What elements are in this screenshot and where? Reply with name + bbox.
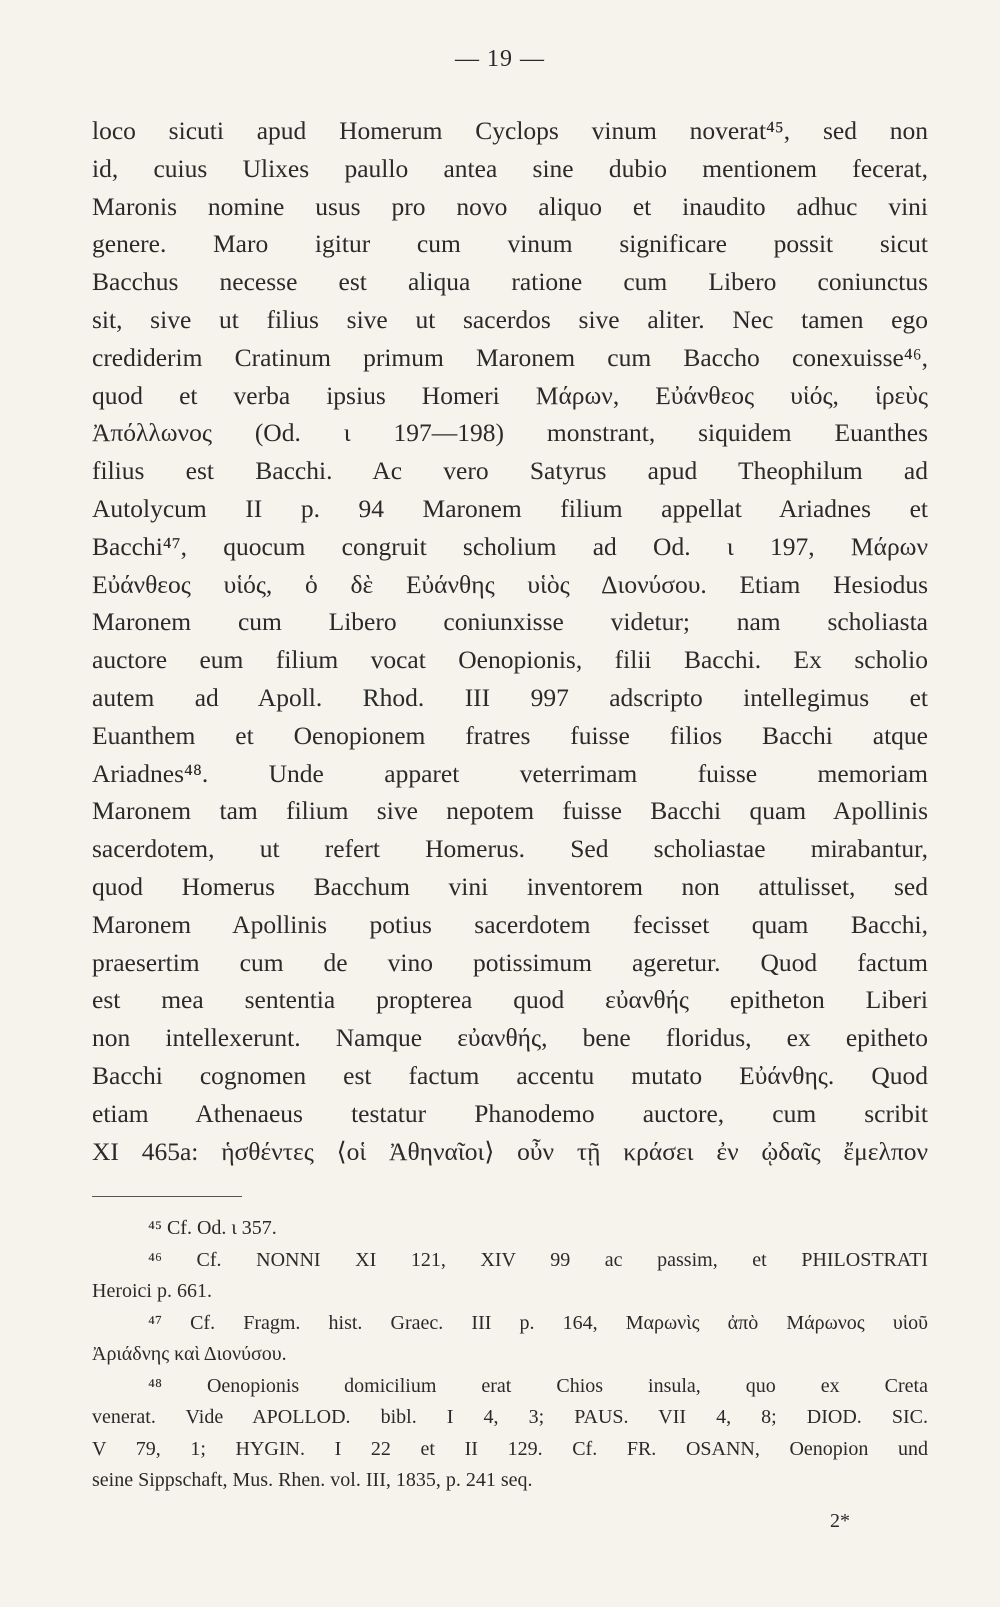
signature-mark: 2* [830, 1510, 850, 1532]
body-line: Autolycum II p. 94 Maronem filium appellat Ariadnes et [92, 493, 928, 523]
footnote-line: V 79, 1; HYGIN. I 22 et II 129. Cf. FR. OSANN, Oenopion und [92, 1437, 928, 1460]
footnote-line: ⁴⁵ Cf. Od. ι 357. [148, 1217, 277, 1239]
footnote-line: Heroici p. 661. [92, 1280, 212, 1302]
body-line: genere. Maro igitur cum vinum significare possit sicut [92, 229, 928, 259]
body-line: sacerdotem, ut refert Homerus. Sed scholiastae mirabantur, [92, 834, 928, 864]
body-line: Maronis nomine usus pro novo aliquo et inaudito adhuc vini [92, 191, 928, 221]
body-line: Maronem tam filium sive nepotem fuisse Bacchi quam Apollinis [92, 796, 928, 826]
footnote-line: ⁴⁶ Cf. NONNI XI 121, XIV 99 ac passim, et PHILOSTRATI [148, 1248, 928, 1271]
body-line: Euanthem et Oenopionem fratres fuisse filios Bacchi atque [92, 720, 928, 750]
body-text [92, 112, 928, 1170]
body-line: est mea sententia propterea quod εὐανθής epitheton Liberi [92, 985, 928, 1015]
body-line: quod et verba ipsius Homeri Μάρων, Εὐάνθεος υἱός, ἱρεὺς [92, 380, 928, 410]
footnote-line: ⁴⁷ Cf. Fragm. hist. Graec. III p. 164, Μαρωνὶς ἀπὸ Μάρωνος υἱοῦ [148, 1311, 928, 1334]
body-line: Εὐάνθεος υἱός, ὁ δὲ Εὐάνθης υἱὸς Διονύσου. Etiam Hesiodus [92, 569, 928, 599]
body-line: Bacchi cognomen est factum accentu mutato Εὐάνθης. Quod [92, 1060, 928, 1090]
footnote-line: seine Sippschaft, Mus. Rhen. vol. III, 1835, p. 241 seq. [92, 1469, 533, 1491]
body-line: crediderim Cratinum primum Maronem cum Baccho conexuisse⁴⁶, [92, 342, 928, 372]
page-number: — 19 — [455, 46, 545, 72]
body-line: loco sicuti apud Homerum Cyclops vinum noverat⁴⁵, sed non [92, 116, 928, 145]
body-line: Maronem cum Libero coniunxisse videtur; nam scholiasta [92, 607, 928, 637]
body-line: etiam Athenaeus testatur Phanodemo auctore, cum scribit [92, 1098, 928, 1128]
body-line: quod Homerus Bacchum vini inventorem non attulisset, sed [92, 871, 928, 901]
body-line: Bacchi⁴⁷, quocum congruit scholium ad Od. ι 197, Μάρων [92, 531, 928, 561]
body-line: sit, sive ut filius sive ut sacerdos sive aliter. Nec tamen ego [92, 304, 928, 334]
footnote-line: ⁴⁸ Oenopionis domicilium erat Chios insula, quo ex Creta [148, 1374, 928, 1397]
body-line: Bacchus necesse est aliqua ratione cum Libero coniunctus [92, 267, 928, 297]
body-line: filius est Bacchi. Ac vero Satyrus apud Theophilum ad [92, 456, 928, 486]
body-line: praesertim cum de vino potissimum ageretur. Quod factum [92, 947, 928, 977]
body-line: Maronem Apollinis potius sacerdotem fecisset quam Bacchi, [92, 909, 928, 939]
footnote-line: Ἀριάδνης καὶ Διονύσου. [92, 1343, 287, 1365]
body-line: id, cuius Ulixes paullo antea sine dubio mentionem fecerat, [92, 153, 928, 183]
body-line: autem ad Apoll. Rhod. III 997 adscripto intellegimus et [92, 682, 928, 712]
body-line: Ἀπόλλωνος (Od. ι 197—198) monstrant, siquidem Euanthes [92, 418, 928, 448]
body-line: auctore eum filium vocat Oenopionis, filii Bacchi. Ex scholio [92, 645, 928, 675]
footnotes [92, 1213, 928, 1497]
footnote-divider [92, 1196, 242, 1197]
body-line: Ariadnes⁴⁸. Unde apparet veterrimam fuisse memoriam [92, 758, 928, 788]
footnote-line: venerat. Vide APOLLOD. bibl. I 4, 3; PAUS. VII 4, 8; DIOD. SIC. [92, 1406, 928, 1428]
body-line: XI 465a: ἡσθέντες ⟨οἱ Ἀθηναῖοι⟩ οὖν τῇ κράσει ἐν ᾠδαῖς ἔμελπον [92, 1136, 928, 1166]
body-line: non intellexerunt. Namque εὐανθής, bene floridus, ex epitheto [92, 1023, 928, 1053]
